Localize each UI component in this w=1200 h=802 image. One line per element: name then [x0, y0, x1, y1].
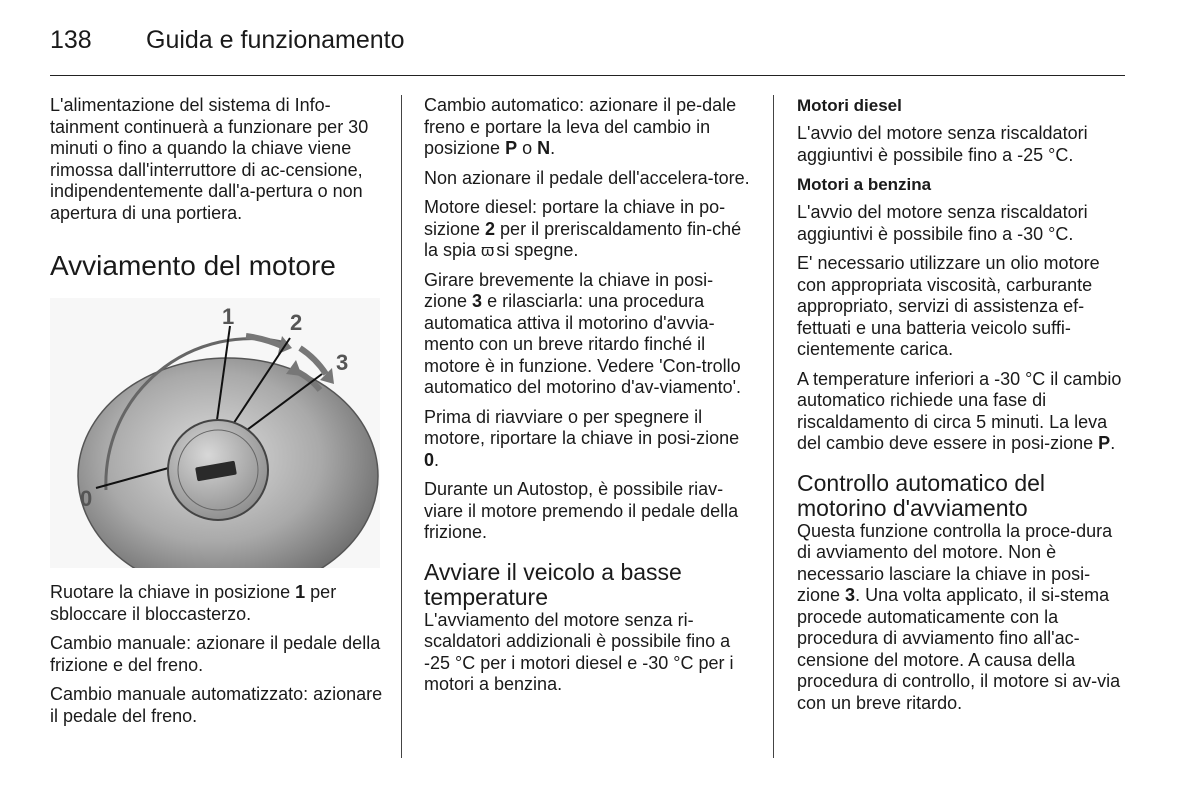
chapter-title: Guida e funzionamento: [146, 26, 405, 54]
column-2: [424, 95, 754, 704]
position-label-3: 3: [336, 350, 349, 375]
section-heading-avviamento: Avviamento del motore: [50, 250, 336, 281]
position-label-1: 1: [222, 304, 235, 329]
restart-paragraph: Prima di riavviare o per spegnere il motore, riportare la chiave in posi-zione 0.: [424, 406, 740, 470]
low-temperature-paragraph: L'avviamento del motore senza ri-scaldatori addizionali è possibile fino a -25 °C per i motori diesel e -30 °C per i motori a benzina.: [424, 609, 734, 694]
column-divider-1: [401, 95, 402, 758]
infotainment-paragraph: L'alimentazione del sistema di Info-tainment continuerà a funzionare per 30 minuti o fino a quando la chiave viene rimossa dall'interruttore di ac-censione, indipendentemente dall'a-pertura o non apertura di una portiera.: [50, 95, 369, 223]
subheading-petrol: Motori a benzina: [797, 175, 932, 194]
column-divider-2: [773, 95, 774, 758]
subheading-diesel: Motori diesel: [797, 96, 902, 115]
autostop-paragraph: Durante un Autostop, è possibile riav-viare il motore premendo il pedale della frizione.: [424, 479, 739, 542]
section-heading-low-temperature: Avviare il veicolo a basse temperature: [424, 558, 682, 610]
header-rule: [50, 75, 1125, 76]
glow-plug-icon: ϖ: [481, 241, 492, 260]
manual-gearbox-paragraph: Cambio manuale: azionare il pedale della frizione e del freno.: [50, 633, 381, 675]
section-heading-auto-start: Controllo automatico del motorino d'avviamento: [797, 469, 1046, 521]
ignition-switch-illustration: [50, 298, 380, 568]
petrol-start-paragraph: L'avvio del motore senza riscaldatori aggiuntivi è possibile fino a -30 °C.: [797, 202, 1088, 244]
cold-transmission-paragraph: A temperature inferiori a -30 °C il cambio automatico richiede una fase di riscaldamento di circa 5 minuti. La leva del cambio deve essere in posi-zione P.: [797, 368, 1122, 453]
diesel-preheat-paragraph: Motore diesel: portare la chiave in po-sizione 2 per il preriscaldamento fin-ché la spia ϖ si spegne.: [424, 197, 742, 260]
diesel-start-paragraph: L'avvio del motore senza riscaldatori aggiuntivi è possibile fino a -25 °C.: [797, 123, 1088, 165]
column-1-lower: [50, 582, 385, 735]
page-header: [50, 26, 1125, 76]
auto-start-paragraph: Questa funzione controlla la proce-dura di avviamento del motore. Non è necessario lasciare la chiave in posi-zione 3. Una volta applicato, il si-stema procede automaticamente con la procedura di avviamento fino all'ac-censione del motore. A causa della procedura di controllo, il motore si av-via con un breve ritardo.: [797, 520, 1121, 713]
start-procedure-paragraph: Girare brevemente la chiave in posi-zione 3 e rilasciarla: una procedura automatica attiva il motorino d'avvia-mento con un breve ritardo finché il motore è in funzione. Vedere 'Con-trollo automatico del motorino d'av-viamento'.: [424, 269, 742, 397]
column-3: [797, 95, 1127, 722]
position-label-2: 2: [290, 310, 303, 335]
accelerator-paragraph: Non azionare il pedale dell'accelera-tore.: [424, 167, 750, 188]
automated-manual-paragraph: Cambio manuale automatizzato: azionare il pedale del freno.: [50, 684, 383, 726]
steering-unlock-paragraph: Ruotare la chiave in posizione 1 per sbloccare il bloccasterzo.: [50, 582, 337, 624]
column-1: [50, 95, 385, 282]
page-number: 138: [50, 26, 92, 54]
position-label-0: 0: [80, 486, 93, 511]
requirements-paragraph: E' necessario utilizzare un olio motore con appropriata viscosità, carburante appropriato, servizi di assistenza ef-fettuati e una batteria veicolo suffi-cientemente carica.: [797, 253, 1100, 359]
automatic-gearbox-paragraph: Cambio automatico: azionare il pe-dale freno e portare la leva del cambio in posizione P o N.: [424, 95, 737, 158]
ignition-switch-figure: [50, 298, 380, 568]
